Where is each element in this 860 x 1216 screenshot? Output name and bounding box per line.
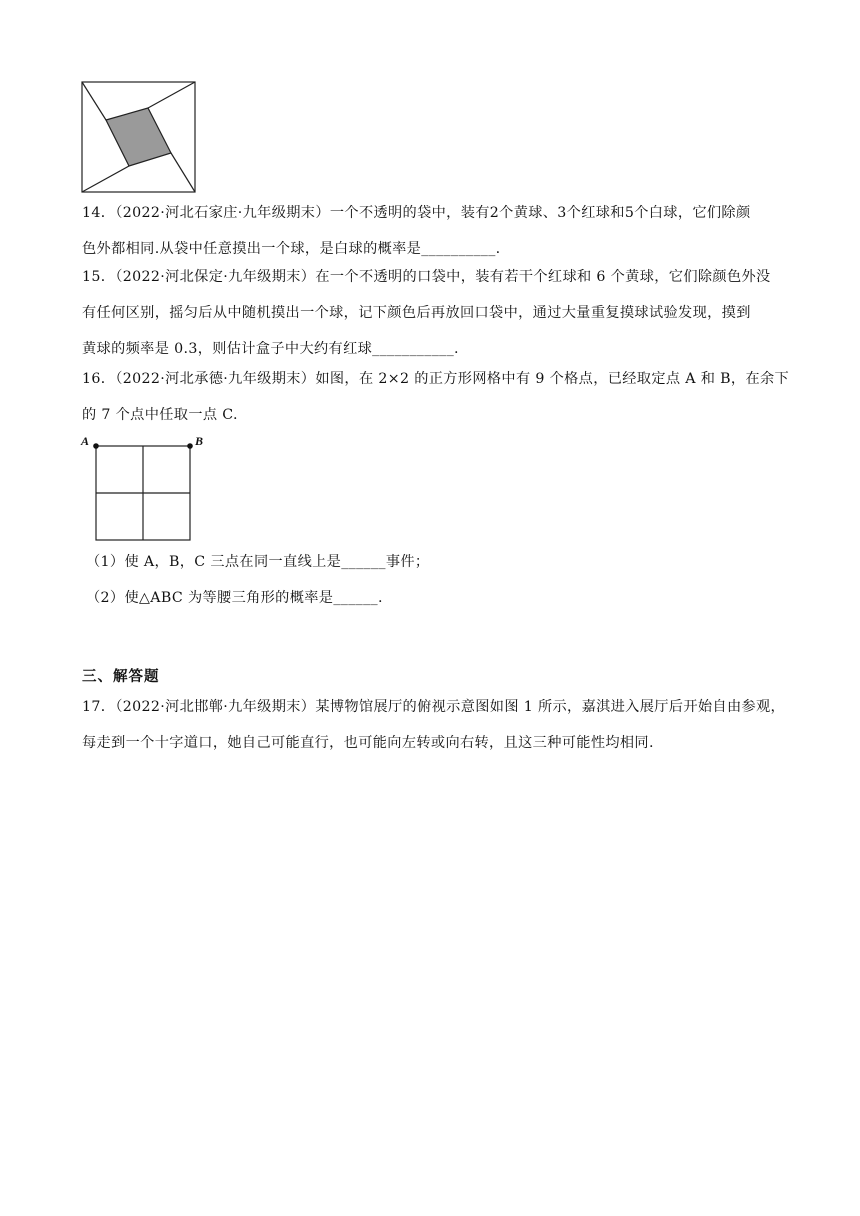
q16-line-1: 16．（2022·河北承德·九年级期末）如图，在 2×2 的正方形网格中有 9 个格点，已经取定点 A 和 B，在余下 — [82, 371, 790, 387]
q15-line-1: 15．（2022·河北保定·九年级期末）在一个不透明的口袋中，装有若干个红球和 6 个黄球，它们除颜色外没 — [82, 269, 771, 285]
question-15 — [82, 267, 782, 375]
question-16 — [82, 369, 790, 441]
q17-line-2: 每走到一个十字道口，她自己可能直行，也可能向左转或向右转，且这三种可能性均相同. — [82, 735, 654, 751]
grid-2x2-figure — [76, 432, 210, 544]
q16-sub-2: （2）使△ABC 为等腰三角形的概率是______. — [86, 590, 383, 606]
point-b — [187, 443, 193, 449]
q16-sub-1: （1）使 A，B，C 三点在同一直线上是______事件； — [86, 554, 430, 570]
pinwheel-square-figure — [80, 80, 198, 195]
point-a — [93, 443, 99, 449]
q14-line-1: 14．（2022·河北石家庄·九年级期末）一个不透明的袋中，装有2个黄球、3个红球和5个白球，它们除颜 — [82, 205, 751, 221]
question-17 — [82, 697, 786, 769]
q15-line-3: 黄球的频率是 0.3，则估计盒子中大约有红球___________. — [82, 341, 459, 357]
question-16-subparts — [86, 552, 786, 624]
q14-line-2: 色外都相同.从袋中任意摸出一个球，是白球的概率是__________. — [82, 241, 501, 257]
q16-line-2: 的 7 个点中任取一点 C. — [82, 407, 238, 423]
label-a: A — [81, 434, 90, 448]
q17-line-1: 17．（2022·河北邯郸·九年级期末）某博物馆展厅的俯视示意图如图 1 所示，嘉淇进入展厅后开始自由参观， — [82, 699, 786, 715]
section-heading: 三、解答题 — [82, 669, 160, 685]
label-b: B — [195, 434, 204, 448]
q15-line-2: 有任何区别，摇匀后从中随机摸出一个球，记下颜色后再放回口袋中，通过大量重复摸球试验发现，摸到 — [82, 305, 751, 321]
question-14 — [82, 203, 782, 275]
